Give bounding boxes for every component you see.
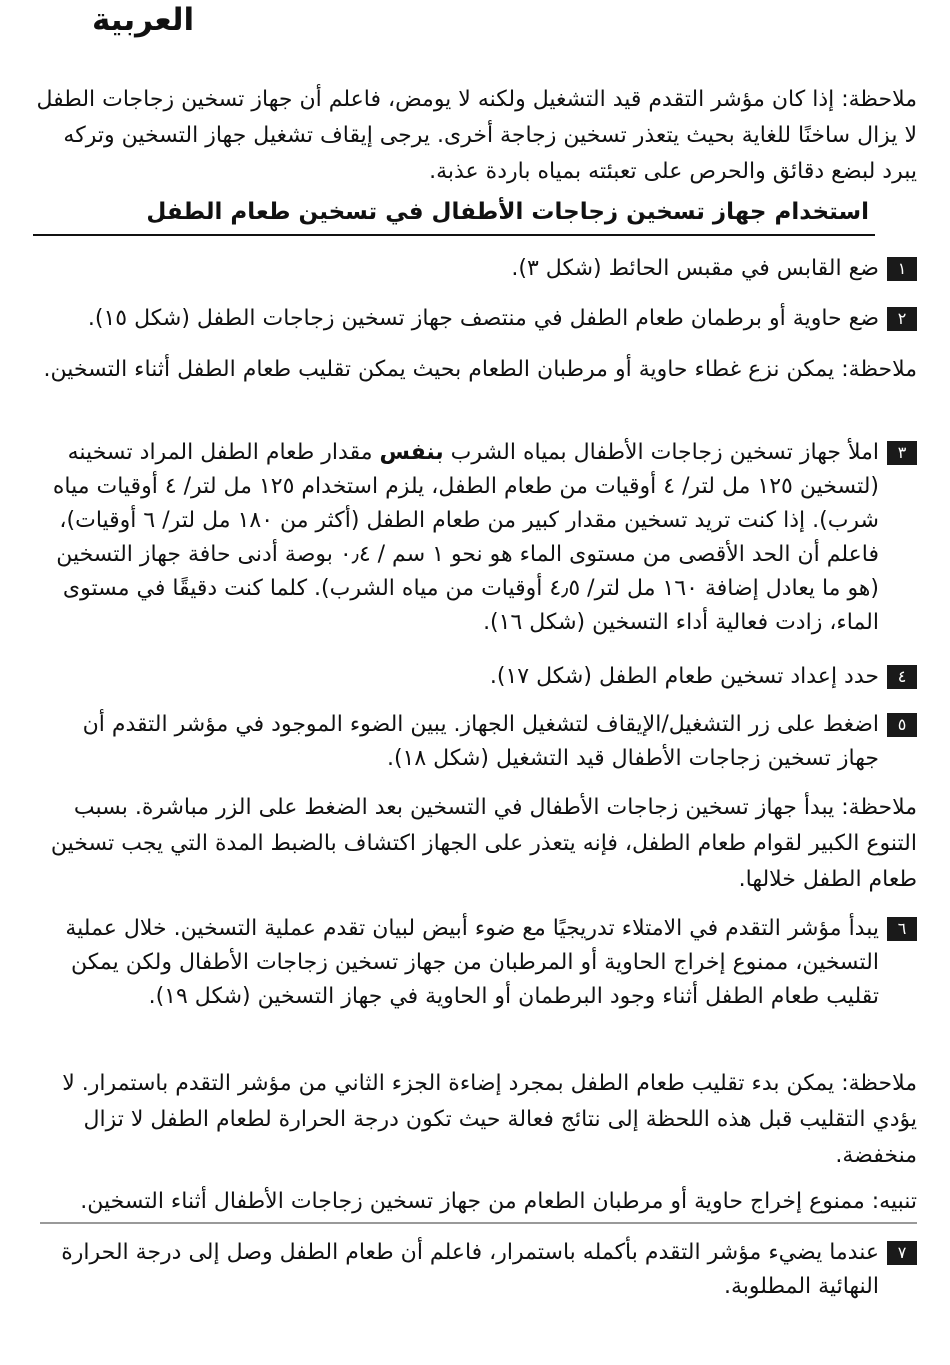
section-heading-text: استخدام جهاز تسخين زجاجات الأطفال في تسخين طعام الطفل — [146, 199, 869, 225]
step-text-emphasis: بنفس — [379, 440, 444, 465]
step-number-badge: ٥ — [887, 713, 917, 737]
step-text: يبدأ مؤشر التقدم في الامتلاء تدريجيًا مع ضوء أبيض لبيان تقدم عملية التسخين. خلال عملية التسخين، ممنوع إخراج الحاوية أو المرطبان من جهاز تسخين زجاجات الأطفال ولكن يمكن تقليب طعام الطفل أثناء وجود البرطمان أو الحاوية في جهاز التسخين (شكل ١٩). — [65, 916, 879, 1009]
step-number-badge: ٣ — [887, 441, 917, 465]
step-text: ضع القابس في مقبس الحائط (شكل ٣). — [511, 256, 879, 281]
note-progress-indicator: ملاحظة: إذا كان مؤشر التقدم قيد التشغيل ولكنه لا يومض، فاعلم أن جهاز تسخين زجاجات الطفل لا يزال ساخنًا للغاية بحيث يتعذر تسخين زجاجة أخرى. يرجى إيقاف تشغيل جهاز التسخين وتركه يبرد لبضع دقائق والحرص على تعبئته بمياه باردة عذبة. — [36, 87, 917, 184]
step-text — [36, 436, 879, 640]
note-stirring: ملاحظة: يمكن بدء تقليب طعام الطفل بمجرد إضاءة الجزء الثاني من مؤشر التقدم باستمرار. لا يؤدي التقليب قبل هذه اللحظة إلى نتائج فعالة حيث تكون درجة الحرارة لطعام الطفل لا تزال منخفضة. — [62, 1071, 917, 1168]
step-text: عندما يضيء مؤشر التقدم بأكمله باستمرار، فاعلم أن طعام الطفل وصل إلى درجة الحرارة النهائية المطلوبة. — [61, 1240, 879, 1299]
section-heading — [33, 190, 875, 236]
step-text: ضع حاوية أو برطمان طعام الطفل في منتصف جهاز تسخين زجاجات الطفل (شكل ١٥). — [87, 306, 879, 331]
step-6 — [36, 912, 917, 1014]
step-text-part: املأ جهاز تسخين زجاجات الأطفال بمياه الشرب — [443, 440, 879, 465]
step-1 — [36, 252, 917, 286]
step-text: اضغط على زر التشغيل/الإيقاف لتشغيل الجهاز. يبين الضوء الموجود في مؤشر التقدم أن جهاز تسخين زجاجات الأطفال قيد التشغيل (شكل ١٨). — [82, 712, 879, 771]
step-number-badge: ٤ — [887, 665, 917, 689]
step-2 — [36, 302, 917, 336]
step-number-badge: ٢ — [887, 307, 917, 331]
note-heating-start: ملاحظة: يبدأ جهاز تسخين زجاجات الأطفال في التسخين بعد الضغط على الزر مباشرة. بسبب التنوع الكبير لقوام طعام الطفل، فإنه يتعذر على الجهاز اكتشاف بالضبط المدة التي يجب تسخين طعام الطفل خلالها. — [50, 795, 917, 892]
step-number-badge: ١ — [887, 257, 917, 281]
step-5 — [36, 708, 917, 776]
step-text-part: مقدار طعام الطفل المراد تسخينه (لتسخين ١٢٥ مل لتر/ ٤ أوقيات من طعام الطفل، يلزم استخدام ١٢٥ مل لتر/ ٤ أوقيات مياه شرب). إذا كنت تريد تسخين مقدار كبير من طعام الطفل (أكثر من ١٨٠ مل لتر/ ٦ أوقيات)، فاعلم أن الحد الأقصى من مستوى الماء هو نحو ١ سم / ٠٫٤ بوصة أدنى حافة جهاز التسخين (هو ما يعادل إضافة ١٦٠ مل لتر/ ٤٫٥ أوقيات من مياه الشرب). كلما كنت دقيقًا في مستوى الماء، زادت فعالية أداء التسخين (شكل ١٦). — [52, 440, 879, 635]
warning-text: تنبيه: ممنوع إخراج حاوية أو مرطبان الطعام من جهاز تسخين زجاجات الأطفال أثناء التسخين. — [80, 1189, 917, 1214]
step-3 — [36, 436, 917, 640]
step-7 — [36, 1236, 917, 1304]
note-remove-lid: ملاحظة: يمكن نزع غطاء حاوية أو مرطبان الطعام بحيث يمكن تقليب طعام الطفل أثناء التسخين. — [43, 357, 917, 382]
warning-line — [40, 1182, 917, 1224]
step-text: حدد إعداد تسخين طعام الطفل (شكل ١٧). — [489, 664, 879, 689]
step-number-badge: ٧ — [887, 1241, 917, 1265]
language-label: العربية — [92, 2, 195, 38]
step-number-badge: ٦ — [887, 917, 917, 941]
step-4 — [36, 660, 917, 694]
